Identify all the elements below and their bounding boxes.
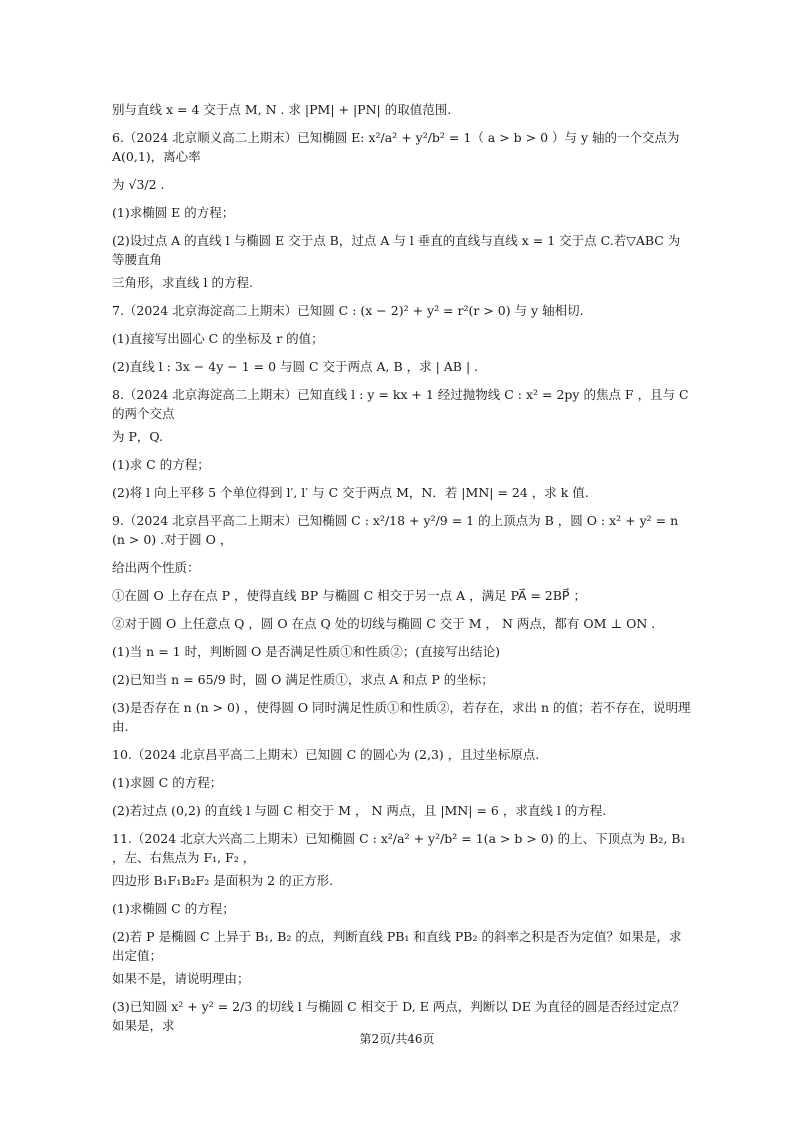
text-line: 11.（2024 北京大兴高二上期末）已知椭圆 C : x²/a² + y²/b² = 1(a > b > 0) 的上、下顶点为 B₂, B₁ ，左、右焦点为 F₁, F₂ ，: [112, 831, 686, 865]
text-line: (2)设过点 A 的直线 l 与椭圆 E 交于点 B，过点 A 与 l 垂直的直线与直线 x = 1 交于点 C.若▽ABC 为等腰直角: [112, 233, 681, 267]
text-line: (2)若过点 (0,2) 的直线 l 与圆 C 相交于 M ， N 两点，且 |MN| = 6 ，求直线 l 的方程.: [112, 803, 607, 818]
text-line: 三角形，求直线 l 的方程.: [112, 275, 253, 290]
text-line: (1)当 n = 1 时，判断圆 O 是否满足性质①和性质②；(直接写出结论): [112, 644, 501, 659]
text-line: (2)将 l 向上平移 5 个单位得到 l′, l′ 与 C 交于两点 M，N．若 |MN| = 24 ，求 k 值.: [112, 485, 589, 500]
text-line: 为 √3/2 .: [112, 177, 165, 192]
text-line: (2)已知当 n = 65/9 时，圆 O 满足性质①，求点 A 和点 P 的坐标；: [112, 672, 494, 687]
text-line: 10.（2024 北京昌平高二上期末）已知圆 C 的圆心为 (2,3) ，且过坐标原点.: [112, 747, 540, 762]
text-line: 别与直线 x = 4 交于点 M, N . 求 |PM| + |PN| 的取值范围.: [112, 102, 452, 117]
text-line: ②对于圆 O 上任意点 Q ，圆 O 在点 Q 处的切线与椭圆 C 交于 M ， N 两点，都有 OM ⊥ ON .: [112, 616, 656, 631]
page-content: [112, 100, 692, 1044]
text-line: (1)求 C 的方程；: [112, 457, 210, 472]
text-line: 为 P，Q.: [112, 429, 163, 444]
text-line: 四边形 B₁F₁B₂F₂ 是面积为 2 的正方形.: [112, 873, 334, 888]
text-line: ①在圆 O 上存在点 P ，使得直线 BP 与椭圆 C 相交于另一点 A ，满足 PA⃗ = 2BP⃗ ；: [112, 588, 586, 603]
text-line: (1)求椭圆 C 的方程；: [112, 901, 235, 916]
text-line: 8.（2024 北京海淀高二上期末）已知直线 l : y = kx + 1 经过抛物线 C : x² = 2py 的焦点 F ，且与 C 的两个交点: [112, 387, 689, 421]
text-line: (2)直线 l : 3x − 4y − 1 = 0 与圆 C 交于两点 A, B ，求 | AB | .: [112, 359, 479, 374]
text-line: (1)求圆 C 的方程；: [112, 775, 223, 790]
text-line: 7.（2024 北京海淀高二上期末）已知圆 C : (x − 2)² + y² = r²(r > 0) 与 y 轴相切.: [112, 303, 584, 318]
page-footer: 第2页/共46页: [359, 1032, 435, 1046]
text-line: 给出两个性质：: [112, 560, 200, 575]
text-line: 6.（2024 北京顺义高二上期末）已知椭圆 E: x²/a² + y²/b² = 1（ a > b > 0 ）与 y 轴的一个交点为 A(0,1)，离心率: [112, 130, 680, 164]
text-line: (1)直接写出圆心 C 的坐标及 r 的值；: [112, 331, 324, 346]
text-line: (3)已知圆 x² + y² = 2/3 的切线 l 与椭圆 C 相交于 D, E 两点，判断以 DE 为直径的圆是否经过定点？如果是，求: [112, 999, 685, 1033]
text-line: (1)求椭圆 E 的方程；: [112, 205, 235, 220]
text-line: 9.（2024 北京昌平高二上期末）已知椭圆 C : x²/18 + y²/9 = 1 的上顶点为 B ，圆 O : x² + y² = n (n > 0) .对于圆 O ，: [112, 513, 679, 547]
text-line: (2)若 P 是椭圆 C 上异于 B₁, B₂ 的点，判断直线 PB₁ 和直线 PB₂ 的斜率之积是否为定值？如果是，求出定值；: [112, 929, 682, 963]
text-line: (3)是否存在 n (n > 0) ，使得圆 O 同时满足性质①和性质②，若存在，求出 n 的值；若不存在，说明理由.: [112, 700, 691, 734]
text-line: 如果不是，请说明理由；: [112, 971, 250, 986]
